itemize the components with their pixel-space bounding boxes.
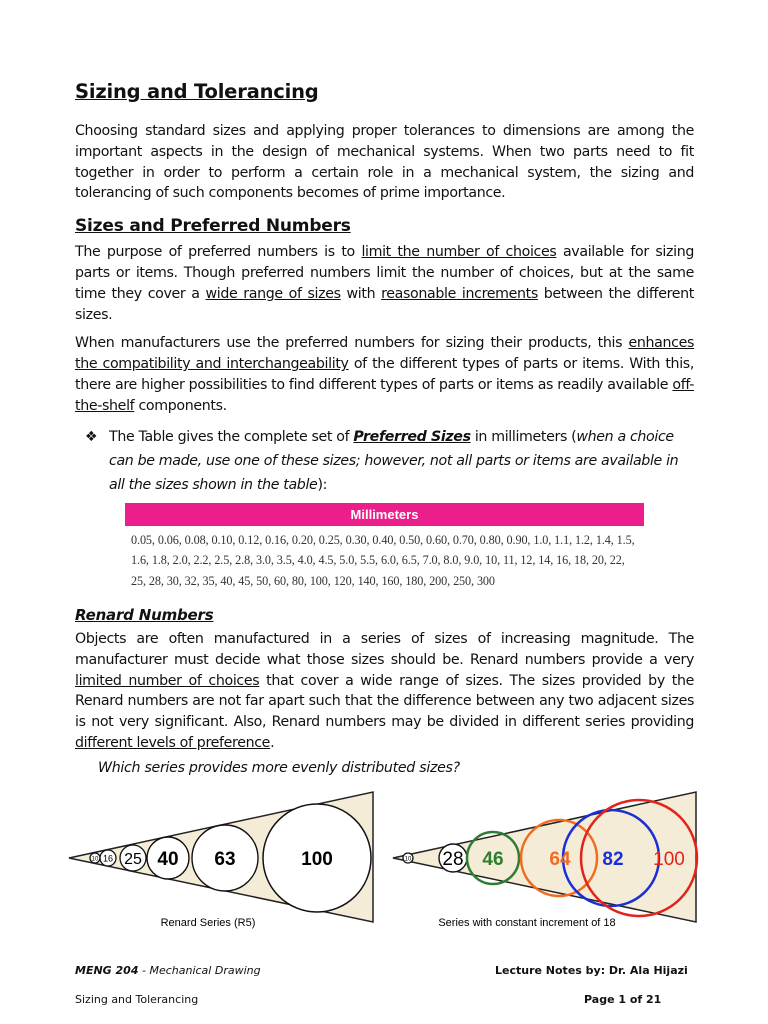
label-25: 25 <box>124 851 142 868</box>
diamond-bullet-icon: ❖ <box>85 428 98 445</box>
footer-course: MENG 204 - Mechanical Drawing <box>75 964 261 977</box>
intro-paragraph: Choosing standard sizes and applying proper tolerances to dimensions are among the important aspects in the design of mechanical systems. When two parts need to fit together in order to perform a certain role in a mechanical system, the sizing and tolerancing of such components becomes of prime importance. <box>75 123 694 202</box>
footer-topic: Sizing and Tolerancing <box>75 993 199 1006</box>
section-heading-preferred-numbers: Sizes and Preferred Numbers <box>75 216 351 237</box>
label-10-b: 10 <box>404 856 412 863</box>
renard-question: Which series provides more evenly distributed sizes? <box>98 759 460 776</box>
label-63: 63 <box>214 849 236 870</box>
renard-section <box>75 606 694 778</box>
label-100: 100 <box>301 849 333 870</box>
table-header: Millimeters <box>125 503 644 526</box>
renard-series-figure <box>63 788 379 934</box>
label-46: 46 <box>482 849 504 870</box>
label-64: 64 <box>549 849 571 870</box>
preferred-sizes-table <box>125 503 644 593</box>
preferred-numbers-paragraph-1: The purpose of preferred numbers is to limit the number of choices available for sizing parts or items. Though preferred numbers limit the number of choices, but at the same time they cover a wide range of sizes with reasonable increments between the different sizes. <box>75 244 695 323</box>
preferred-numbers-paragraph-2: When manufacturers use the preferred numbers for sizing their products, this enhances the compatibility and interchangeability of the different types of parts or items. With this, there are higher possibilities to find different types of parts or items as readily available off-the-shelf components. <box>75 335 694 414</box>
figure2-caption: Series with constant increment of 18 <box>438 917 616 929</box>
footer-page-number: Page 1 of 21 <box>584 993 662 1006</box>
footer-lecture-notes: Lecture Notes by: Dr. Ala Hijazi <box>495 964 688 977</box>
label-100-b: 100 <box>653 849 685 870</box>
figure1-caption: Renard Series (R5) <box>160 917 256 929</box>
constant-increment-figure <box>385 788 702 934</box>
label-10: 10 <box>91 856 99 863</box>
renard-paragraph: Objects are often manufactured in a series of sizes of increasing magnitude. The manufacturer must decide what those sizes should be. Renard numbers provide a very limited number of choices that cover a wide range of sizes. The sizes provided by the Renard numbers are not far apart such that the difference between any two adjacent sizes is not very significant. Also, Renard numbers may be divided in different series providing different levels of preference. <box>75 631 694 751</box>
main-content <box>75 80 694 497</box>
page-title: Sizing and Tolerancing <box>75 80 319 103</box>
label-16: 16 <box>102 853 114 864</box>
label-40: 40 <box>157 849 179 870</box>
section-heading-renard: Renard Numbers <box>75 606 214 624</box>
table-values: 0.05, 0.06, 0.08, 0.10, 0.12, 0.16, 0.20, 0.25, 0.30, 0.40, 0.50, 0.60, 0.70, 0.80, 0.90, 1.0, 1.1, 1.2, 1.4, 1.5, 1.6, 1.8, 2.0, 2.2, 2.5, 2.8, 3.0, 3.5, 4.0, 4.5, 5.0, 5.5, 6.0, 6.5, 7.0, 8.0, 9.0, 10, 11, 12, 14, 16, 18, 20, 22, 25, 28, 30, 32, 35, 40, 45, 50, 60, 80, 100, 120, 140, 160, 180, 200, 250, 300 <box>131 533 635 588</box>
table-bullet: ❖ The Table gives the complete set of Preferred Sizes in millimeters (when a choice can be made, use one of these sizes; however, not all parts or items are available in all the sizes shown in the table): <box>75 425 694 497</box>
label-82: 82 <box>602 849 624 870</box>
label-28: 28 <box>442 849 464 870</box>
